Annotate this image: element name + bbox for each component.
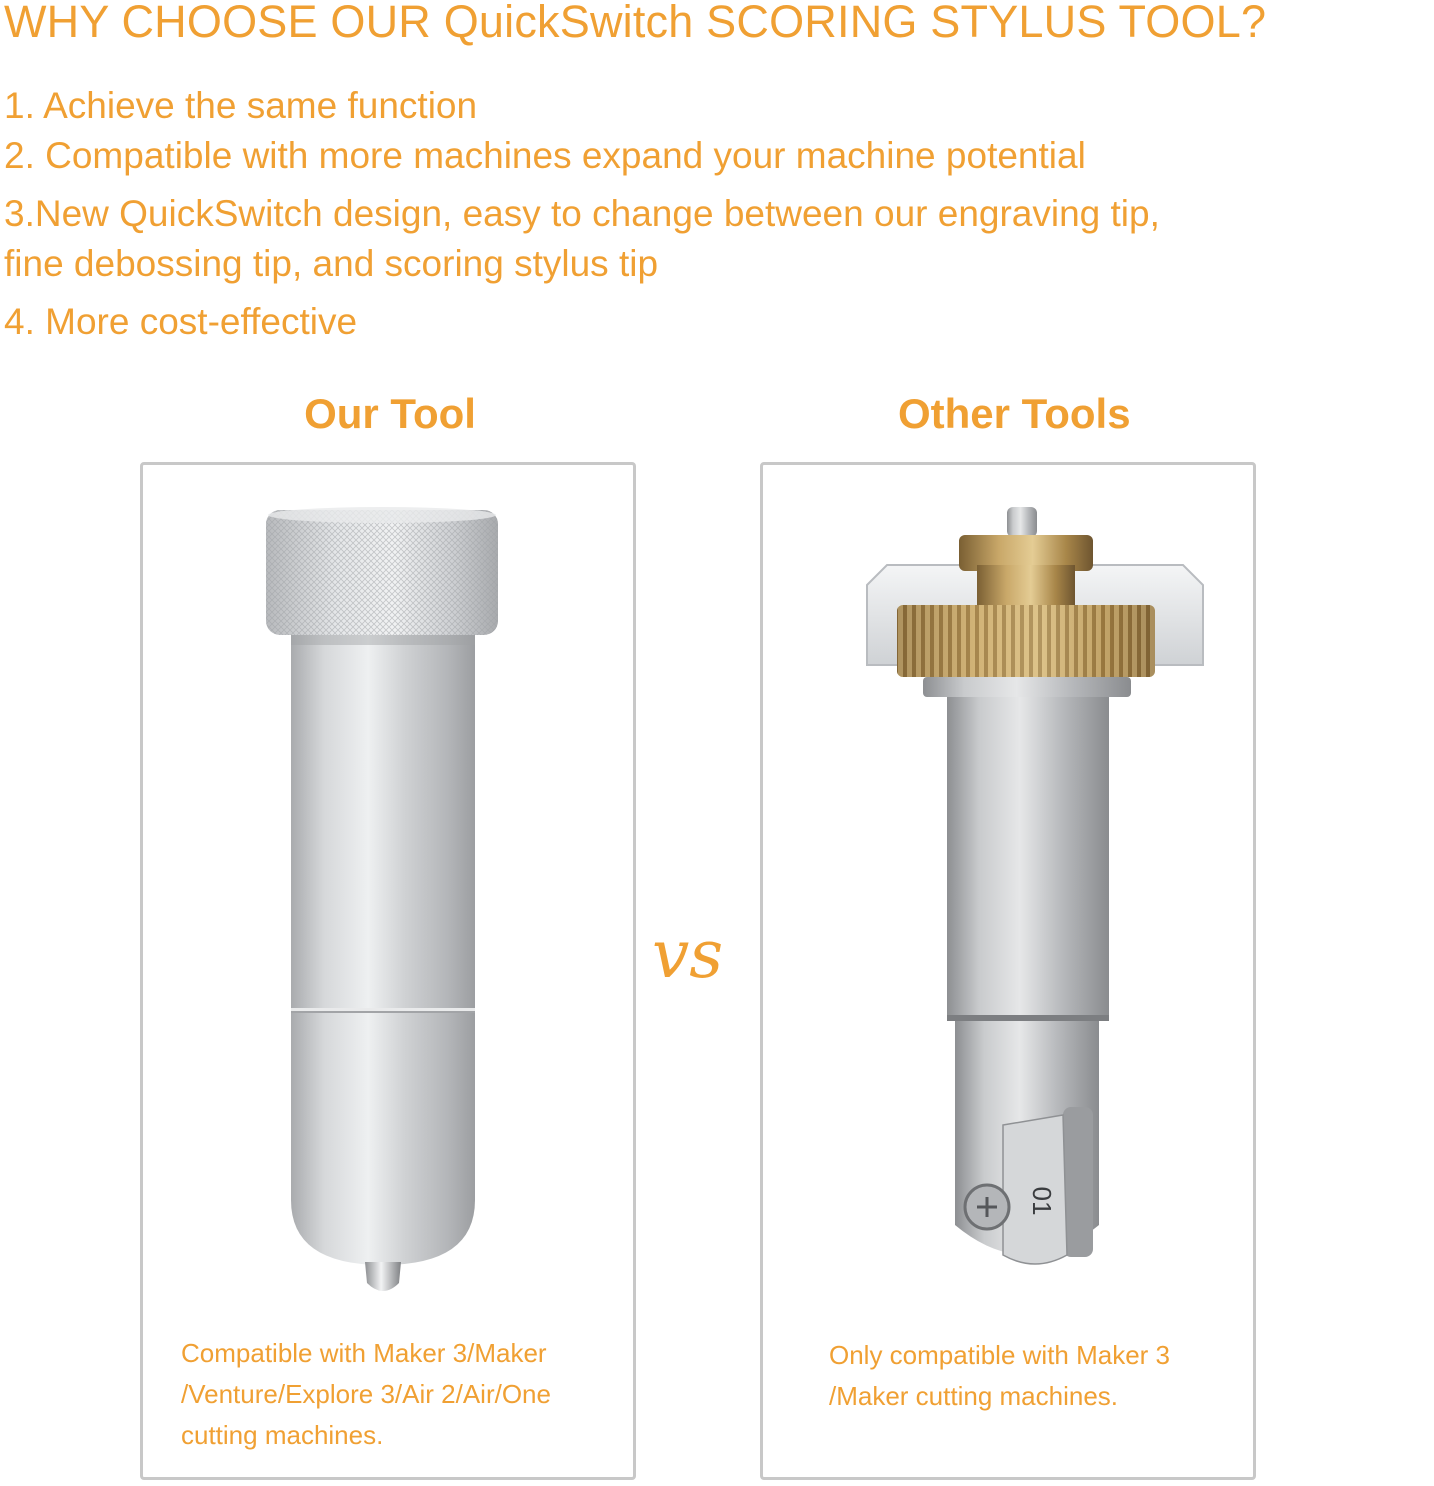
our-tool-caption [181, 1333, 551, 1456]
benefit-item: fine debossing tip, and scoring stylus tip [4, 243, 659, 284]
benefit-item: 1. Achieve the same function [4, 85, 478, 126]
other-tools-card [760, 462, 1256, 1480]
other-tools-caption [829, 1335, 1170, 1417]
our-tool-title: Our Tool [304, 390, 476, 437]
benefit-item: 2. Compatible with more machines expand your machine potential [4, 135, 1086, 176]
page-headline: WHY CHOOSE OUR QuickSwitch SCORING STYLUS TOOL? [4, 0, 1267, 47]
our-tool-card [140, 462, 636, 1480]
gear-scoring-wheel-tool-icon [763, 465, 1253, 1477]
benefits-list [4, 84, 1160, 344]
caption-line: /Venture/Explore 3/Air 2/Air/One [181, 1379, 551, 1409]
vs-label: vs [652, 916, 724, 993]
caption-line: /Maker cutting machines. [829, 1381, 1119, 1411]
benefit-item: 4. More cost-effective [4, 301, 358, 342]
scoring-stylus-tool-icon [143, 465, 633, 1477]
caption-line: Only compatible with Maker 3 [829, 1340, 1171, 1370]
caption-line: cutting machines. [181, 1420, 384, 1450]
benefit-item: 3.New QuickSwitch design, easy to change between our engraving tip, [4, 193, 1160, 234]
caption-line: Compatible with Maker 3/Maker [181, 1338, 547, 1368]
other-tools-title: Other Tools [898, 390, 1131, 437]
tip-marking: 01 [1027, 1186, 1057, 1216]
